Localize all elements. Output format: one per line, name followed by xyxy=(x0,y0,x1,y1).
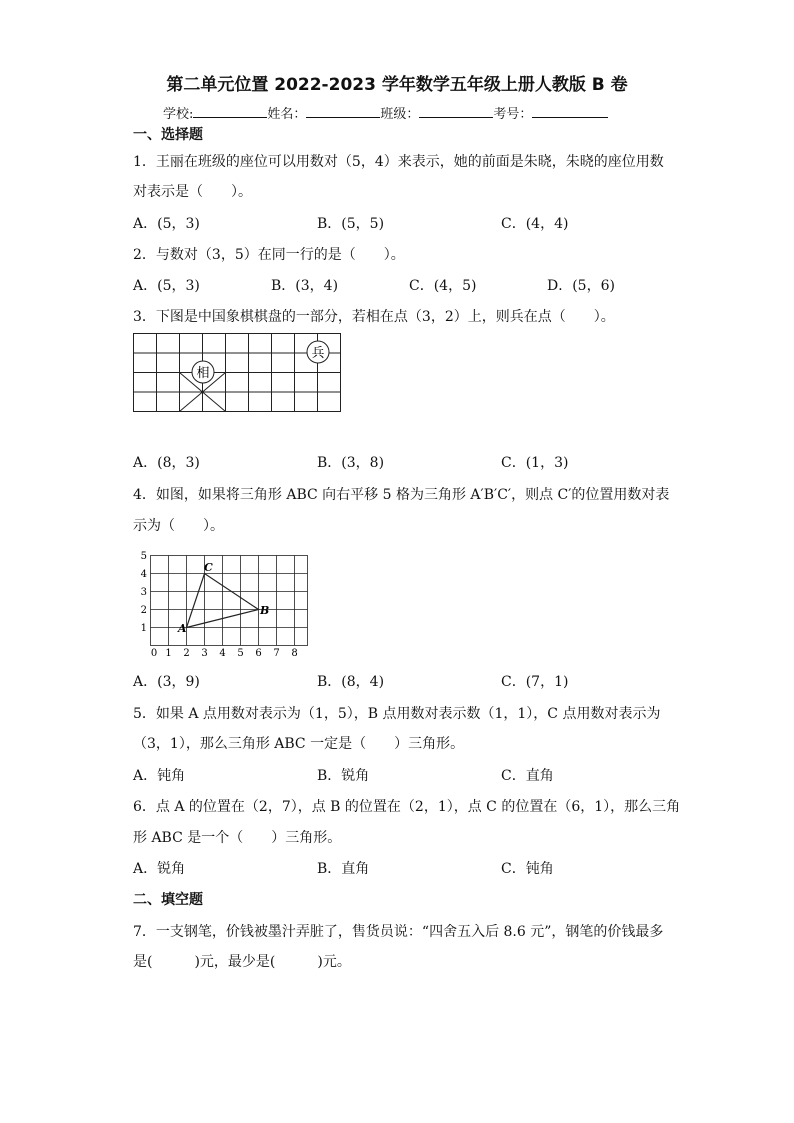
school-label: 学校: xyxy=(163,107,194,122)
xiang-piece-label: 相 xyxy=(196,366,210,381)
x-tick-label: 6 xyxy=(255,648,262,658)
y-tick-label: 3 xyxy=(140,587,147,598)
exam-no-label: 考号： xyxy=(493,107,533,122)
class-label: 班级： xyxy=(380,107,420,122)
q2-option-c[interactable]: C．(4，5) xyxy=(409,278,477,294)
q4-line2: 示为（ ）。 xyxy=(133,518,224,534)
q4-option-c[interactable]: C．(7，1) xyxy=(501,674,569,690)
x-tick-label: 4 xyxy=(219,648,226,658)
q5-option-b[interactable]: B．锐角 xyxy=(317,768,370,784)
page-title: 第二单元位置 2022-2023 学年数学五年级上册人教版 B 卷 xyxy=(166,75,628,95)
x-tick-label: 5 xyxy=(237,648,244,658)
y-tick-label: 4 xyxy=(140,569,147,580)
school-field[interactable] xyxy=(193,105,267,118)
q5-line2: （3，1），那么三角形 ABC 一定是（ ）三角形。 xyxy=(133,736,465,752)
vertex-a-label: A xyxy=(178,622,187,635)
q6-option-c[interactable]: C．钝角 xyxy=(501,861,554,877)
xiang-piece xyxy=(192,361,214,383)
y-tick-label: 2 xyxy=(140,605,147,616)
student-info-line xyxy=(163,103,608,122)
q2-option-b[interactable]: B．(3，4) xyxy=(271,278,339,294)
q6-line1: 6．点 A 的位置在（2，7），点 B 的位置在（2，1），点 C 的位置在（6，1），那么三角 xyxy=(133,799,681,815)
x-tick-label: 8 xyxy=(291,648,298,658)
q3-option-a[interactable]: A．(8，3) xyxy=(133,455,200,471)
x-tick-labels xyxy=(151,648,298,658)
q4-line1: 4．如图，如果将三角形 ABC 向右平移 5 格为三角形 A′B′C′，则点 C′的位置用数对表 xyxy=(133,487,670,503)
bing-piece xyxy=(307,341,329,363)
q1-line2: 对表示是（ ）。 xyxy=(133,184,252,200)
q4-option-a[interactable]: A．(3，9) xyxy=(133,674,200,690)
chess-board-figure xyxy=(130,330,345,416)
q5-line1: 5．如果 A 点用数对表示为（1，5），B 点用数对表示数（1，1），C 点用数对表示为 xyxy=(133,706,661,722)
x-tick-label: 0 xyxy=(150,648,158,658)
vertex-c-label: C xyxy=(204,561,213,574)
q6-option-b[interactable]: B．直角 xyxy=(317,861,370,877)
q1-option-c[interactable]: C．(4，4) xyxy=(501,216,569,232)
q2-option-a[interactable]: A．(5，3) xyxy=(133,278,200,294)
x-tick-label: 3 xyxy=(201,648,208,658)
y-tick-labels xyxy=(141,551,147,634)
q3-option-b[interactable]: B．(3，8) xyxy=(317,455,385,471)
section-fill-heading: 二、填空题 xyxy=(133,892,203,908)
x-tick-label: 2 xyxy=(183,648,190,658)
q6-line2: 形 ABC 是一个（ ）三角形。 xyxy=(133,830,342,846)
bing-piece-label: 兵 xyxy=(311,346,325,361)
q7-line2: 是( )元，最少是( )元。 xyxy=(133,954,351,970)
q6-option-a[interactable]: A．锐角 xyxy=(133,861,186,877)
coordinate-grid xyxy=(151,556,308,646)
class-field[interactable] xyxy=(419,105,493,118)
q1-line1: 1．王丽在班级的座位可以用数对（5，4）来表示，她的前面是朱晓，朱晓的座位用数 xyxy=(133,154,664,170)
q4-option-b[interactable]: B．(8，4) xyxy=(317,674,385,690)
q7-line1: 7．一支钢笔，价钱被墨汁弄脏了，售货员说：“四舍五入后 8.6 元”，钢笔的价钱最多 xyxy=(133,924,664,940)
coordinate-grid-figure xyxy=(138,546,313,658)
q5-option-c[interactable]: C．直角 xyxy=(501,768,554,784)
q1-option-b[interactable]: B．(5，5) xyxy=(317,216,385,232)
x-tick-label: 1 xyxy=(165,648,172,658)
q5-option-a[interactable]: A．钝角 xyxy=(133,768,186,784)
section-choice-heading: 一、选择题 xyxy=(133,127,203,143)
exam-no-field[interactable] xyxy=(532,105,608,118)
q3-line1: 3．下图是中国象棋棋盘的一部分，若相在点（3，2）上，则兵在点（ ）。 xyxy=(133,309,615,325)
q2-option-d[interactable]: D．(5，6) xyxy=(547,278,615,294)
y-tick-label: 5 xyxy=(140,551,147,562)
q1-option-a[interactable]: A．(5，3) xyxy=(133,216,200,232)
x-tick-label: 7 xyxy=(273,648,280,658)
q2-line1: 2．与数对（3，5）在同一行的是（ ）。 xyxy=(133,247,405,263)
vertex-b-label: B xyxy=(260,604,270,617)
name-field[interactable] xyxy=(306,105,380,118)
name-label: 姓名： xyxy=(267,107,307,122)
y-tick-label: 1 xyxy=(140,623,147,634)
q3-option-c[interactable]: C．(1，3) xyxy=(501,455,569,471)
